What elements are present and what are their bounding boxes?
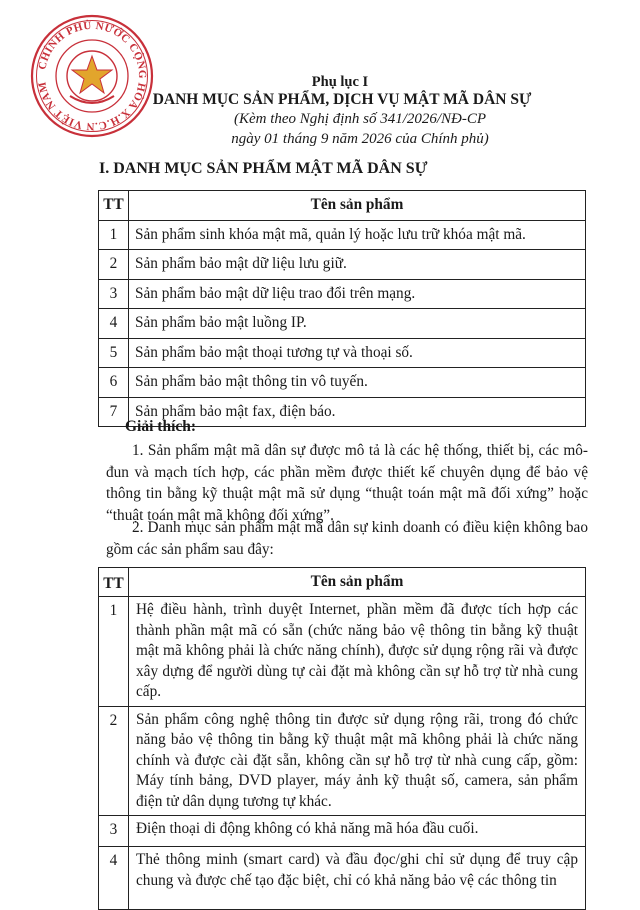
table-header-row [99,191,586,221]
product-table [98,190,586,427]
section-heading: I. DANH MỤC SẢN PHẨM MẬT MÃ DÂN SỰ [99,160,428,177]
appendix-label: Phụ lục I [311,74,369,90]
row-tt: 3 [99,279,129,309]
row-tt: 7 [99,397,129,427]
table-row [99,338,586,368]
seal-text: CHÍNH PHỦ NƯỚC CỘNG HÒA X.H.C.N VIỆT NAM [36,19,149,133]
table-row [99,250,586,280]
table-row [99,816,586,847]
row-tt: 2 [99,250,129,280]
col-name: Tên sản phẩm [129,568,586,597]
row-tt: 4 [99,847,129,910]
row-name: Thẻ thông minh (smart card) và đầu đọc/ghi chỉ sử dụng để truy cập chung và được chế tạo đặc biệt, chỉ có khả năng bảo vệ các thông tin [129,847,586,910]
row-name: Sản phẩm bảo mật fax, điện báo. [129,397,586,427]
row-name: Sản phẩm bảo mật dữ liệu lưu giữ. [129,250,586,280]
table-row [99,368,586,398]
table-header-row [99,568,586,597]
col-name: Tên sản phẩm [129,191,586,221]
row-tt: 1 [99,220,129,250]
table-row [99,309,586,339]
table-row [99,279,586,309]
appendix-subtitle-2: ngày 01 tháng 9 năm 2026 của Chính phủ) [231,131,489,147]
table-row [99,597,586,707]
table-row [99,847,586,910]
row-tt: 5 [99,338,129,368]
row-name: Sản phẩm sinh khóa mật mã, quản lý hoặc lưu trữ khóa mật mã. [129,220,586,250]
appendix-title: DANH MỤC SẢN PHẨM, DỊCH VỤ MẬT MÃ DÂN SỰ [152,91,532,108]
exclusion-table [98,567,586,910]
explanation-paragraph-1: 1. Sản phẩm mật mã dân sự được mô tả là các hệ thống, thiết bị, các mô-đun và mạch tích hợp, các phần mềm được thiết kế chuyên dụng để bảo vệ thông tin bằng kỹ thuật mật mã sử dụng “thuật toán mật mã đối xứng” hoặc “thuật toán mật mã không đối xứng”. [106,442,588,524]
explanation-heading: Giải thích: [125,418,197,435]
row-name: Sản phẩm bảo mật thông tin vô tuyến. [129,368,586,398]
appendix-subtitle-1: (Kèm theo Nghị định số 341/2026/NĐ-CP [233,111,487,127]
row-name: Sản phẩm bảo mật dữ liệu trao đổi trên mạng. [129,279,586,309]
row-name: Sản phẩm bảo mật thoại tương tự và thoại số. [129,338,586,368]
row-name: Điện thoại di động không có khả năng mã hóa đầu cuối. [129,816,586,847]
row-name: Hệ điều hành, trình duyệt Internet, phần mềm đã được tích hợp các thành phần mật mã có sẵn (chức năng bảo vệ thông tin bằng kỹ thuật mật mã không phải là chức năng chính), được sử dụng rộng rãi và được xây dựng để người dùng tự cài đặt mà không cần sự hỗ trợ từ nhà cung cấp. [129,597,586,707]
row-name: Sản phẩm công nghệ thông tin được sử dụng rộng rãi, trong đó chức năng bảo vệ thông tin bằng kỹ thuật mật mã không phải là chức năng chính và được cài đặt sẵn, không cần sự hỗ trợ từ nhà cung cấp, gồm: Máy tính bảng, DVD player, máy ảnh kỹ thuật số, camera, sản phẩm điện tử dân dụng tương tự khác. [129,706,586,816]
col-tt: TT [99,191,129,221]
row-tt: 4 [99,309,129,339]
row-tt: 1 [99,597,129,707]
row-tt: 6 [99,368,129,398]
row-tt: 3 [99,816,129,847]
table-row [99,706,586,816]
explanation-paragraph-2: 2. Danh mục sản phẩm mật mã dân sự kinh doanh có điều kiện không bao gồm các sản phẩm sau đây: [106,519,588,558]
col-tt: TT [99,568,129,597]
table-row [99,220,586,250]
row-tt: 2 [99,706,129,816]
row-name: Sản phẩm bảo mật luồng IP. [129,309,586,339]
